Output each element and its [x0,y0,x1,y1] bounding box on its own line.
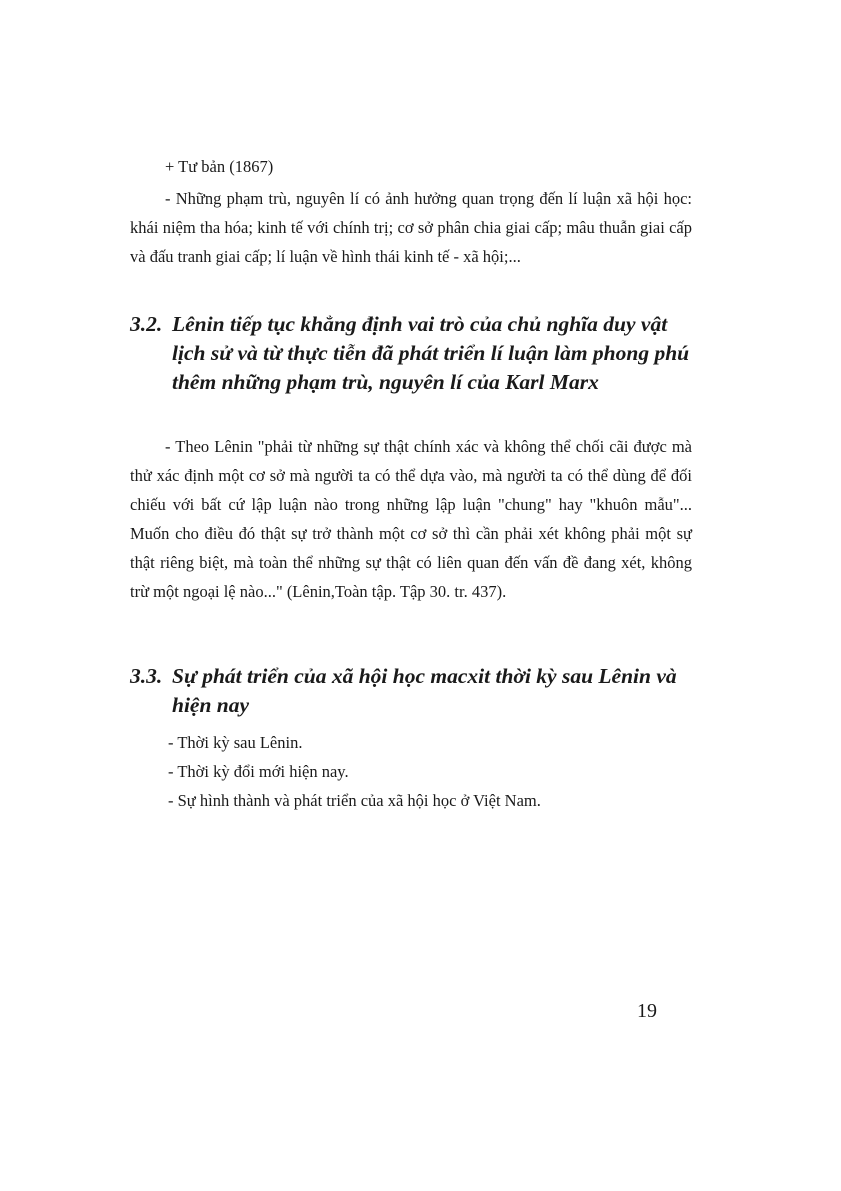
section-3-3-list [130,728,692,815]
section-3-3-number: 3.3. [130,664,163,688]
top-item [130,152,692,181]
page-number: 19 [637,1000,657,1022]
list-item: - Sự hình thành và phát triển của xã hội học ở Việt Nam. [168,791,541,810]
section-3-3-heading [130,662,695,720]
paragraph-1 [130,184,692,271]
section-3-2-heading [130,310,695,397]
section-3-2-paragraph-text: - Theo Lênin "phải từ những sự thật chính xác và không thể chối cãi được mà thử xác định một cơ sở mà người ta có thể dựa vào, mà người ta có thể dùng để đối chiếu với bất cứ lập luận nào trong những lập luận "chung" hay "khuôn mẫu"... Muốn cho điều đó thật sự trở thành một cơ sở thì cần phải xét không phải một sự thật riêng biệt, mà toàn thể những sự thật có liên quan đến vấn đề đang xét, không trừ một ngoại lệ nào..." (Lênin,Toàn tập. Tập 30. tr. 437). [130,437,692,601]
section-3-2-title: Lênin tiếp tục khẳng định vai trò của chủ nghĩa duy vật lịch sử và từ thực tiễn đã phát triển lí luận làm phong phú thêm những phạm trù, nguyên lí của Karl Marx [172,312,690,394]
list-item: - Thời kỳ sau Lênin. [168,733,303,752]
section-3-2-number: 3.2. [130,312,163,336]
top-item-text: + Tư bản (1867) [165,157,274,176]
list-item: - Thời kỳ đổi mới hiện nay. [168,762,349,781]
section-3-2-paragraph [130,432,692,606]
section-3-3-title: Sự phát triển của xã hội học macxit thời kỳ sau Lênin và hiện nay [172,664,677,717]
paragraph-1-text: - Những phạm trù, nguyên lí có ảnh hưởng quan trọng đến lí luận xã hội học: khái niệm tha hóa; kinh tế với chính trị; cơ sở phân chia giai cấp; mâu thuẫn giai cấp và đấu tranh giai cấp; lí luận về hình thái kinh tế - xã hội;... [130,189,692,266]
